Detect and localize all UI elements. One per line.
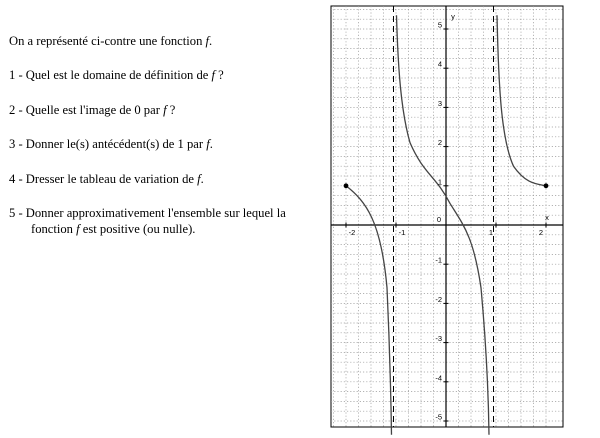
graph-frame (331, 6, 563, 427)
y-axis-label: y (451, 12, 455, 21)
question-5: 5 - Donner approximativement l'ensemble sur lequel la (9, 206, 286, 220)
y-tick-label: -5 (435, 412, 442, 422)
curve-endpoint (344, 183, 349, 188)
y-tick-label: -2 (435, 294, 442, 304)
origin-label: 0 (436, 215, 441, 224)
function-curve-branch (497, 15, 546, 186)
question-1: 1 - Quel est le domaine de définition de f ? (9, 68, 224, 82)
y-tick-label: -4 (435, 373, 442, 383)
y-tick-label: -1 (435, 255, 442, 265)
y-tick-label: 1 (437, 177, 442, 187)
x-tick-label: -1 (398, 228, 406, 237)
question-3: 3 - Donner le(s) antécédent(s) de 1 par f. (9, 137, 213, 151)
y-tick-label: 3 (437, 98, 442, 108)
y-tick-label: -3 (435, 334, 442, 344)
question-5-continued: fonction f est positive (ou nulle). (31, 222, 196, 236)
curve-endpoint (544, 183, 549, 188)
function-curve-branch (346, 186, 392, 435)
x-tick-label: 2 (538, 228, 544, 237)
y-tick-label: 4 (437, 59, 442, 69)
question-2: 2 - Quelle est l'image de 0 par f ? (9, 103, 176, 117)
x-axis-label: x (545, 213, 549, 222)
x-tick-label: 1 (488, 228, 494, 237)
y-tick-label: 5 (437, 20, 442, 30)
y-tick-label: 2 (437, 138, 442, 148)
intro-text: On a représenté ci-contre une fonction f. (9, 34, 213, 48)
question-4: 4 - Dresser le tableau de variation de f. (9, 172, 204, 186)
x-tick-label: -2 (348, 228, 356, 237)
